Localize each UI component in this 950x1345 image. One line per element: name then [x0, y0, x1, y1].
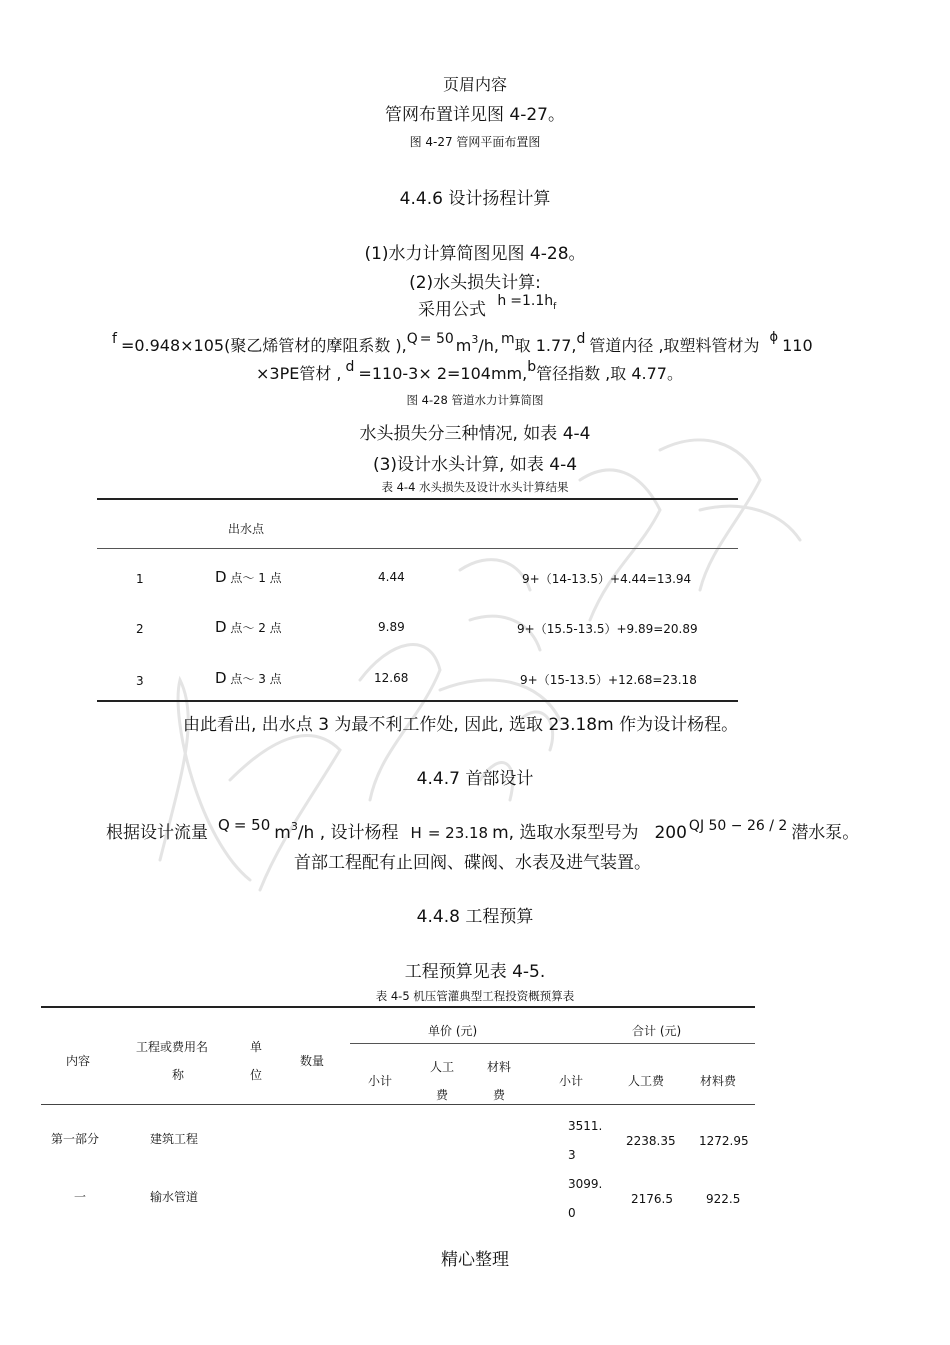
- table-4-4-mid-rule: [97, 548, 738, 549]
- segment-label: 点～ 1 点: [226, 571, 282, 585]
- conclusion-text: 由此看出, 出水点 3 为最不利工作处, 因此, 选取 23.18m 作为设计杨程。: [183, 715, 739, 735]
- head-design-p1: 根据设计流量: [106, 823, 208, 843]
- section-4-4-7-heading: 4.4.7 首部设计: [416, 769, 534, 789]
- segment-label: 点～ 3 点: [226, 672, 282, 686]
- header-material-1: 材料: [487, 1060, 512, 1074]
- header-material-2: 费: [493, 1088, 506, 1102]
- param-Q-unit-sup: 3: [471, 333, 479, 346]
- head-design-line: [106, 818, 859, 843]
- segment-d: D: [215, 618, 227, 636]
- param-Q-unit-tail: /h,: [478, 336, 500, 355]
- formula-prefix: 采用公式: [418, 300, 486, 320]
- intro-line: 管网布置详见图 4-27。: [385, 105, 565, 125]
- budget-line: 工程预算见表 4-5.: [404, 962, 546, 982]
- row-name: 输水管道: [150, 1190, 199, 1204]
- head-design-H: H: [410, 824, 422, 842]
- param-Q-value: = 50: [419, 331, 454, 347]
- table-4-4-header-outlet: 出水点: [228, 522, 265, 536]
- header-material-2-total: 材料费: [700, 1074, 737, 1088]
- header-labor-2-total: 人工费: [628, 1074, 665, 1088]
- header-quantity: 数量: [300, 1054, 325, 1068]
- segment-label: 点～ 2 点: [226, 621, 282, 635]
- design-head-calc: 9+（14-13.5）+4.44=13.94: [522, 572, 692, 586]
- param-f: f: [112, 331, 117, 347]
- param-phi-value: 110: [782, 336, 813, 355]
- head-design-p3: 潜水泵。: [791, 823, 860, 843]
- head-design-unit-sup: 3: [290, 820, 298, 833]
- row-subtotal-2: 3: [568, 1148, 576, 1162]
- head-loss-value: 12.68: [374, 671, 409, 685]
- head-works-text: 首部工程配有止回阀、碟阀、水表及进气装置。: [294, 853, 651, 873]
- row-material: 1272.95: [699, 1134, 749, 1148]
- phi-symbol: ϕ: [769, 330, 779, 345]
- row-content: 一: [74, 1190, 87, 1204]
- params-line-2: [256, 361, 683, 384]
- row-subtotal-1: 3511.: [568, 1119, 603, 1133]
- row-labor: 2176.5: [631, 1192, 673, 1206]
- table-4-4-top-rule: [97, 498, 738, 500]
- param-f-text: =0.948×105(聚乙烯管材的摩阻系数 ),: [120, 336, 407, 355]
- table-4-5-sub-rule: [350, 1043, 755, 1044]
- header-unit-price: 单价 (元): [428, 1024, 478, 1038]
- row-material: 922.5: [706, 1192, 741, 1206]
- formula-sub: f: [553, 302, 557, 312]
- table-4-5-caption: 表 4-5 机压管灌典型工程投资概预算表: [375, 989, 575, 1003]
- head-design-Q-value: = 50: [233, 816, 271, 834]
- formula-line: [418, 295, 556, 320]
- section-4-4-8-heading: 4.4.8 工程预算: [416, 907, 534, 927]
- row-subtotal-2: 0: [568, 1206, 576, 1220]
- param-d2: d: [345, 359, 355, 375]
- row-subtotal-1: 3099.: [568, 1177, 603, 1191]
- param-Q-unit: m: [455, 336, 472, 355]
- segment-d: D: [215, 568, 227, 586]
- header-subtotal: 小计: [368, 1074, 393, 1088]
- section-4-4-6-heading: 4.4.6 设计扬程计算: [399, 189, 551, 209]
- pump-model-number: 200: [654, 823, 687, 843]
- row-name: 建筑工程: [150, 1132, 199, 1146]
- table-4-4-bottom-rule: [97, 700, 738, 702]
- params-line-2-a: ×3PE管材 ,: [256, 364, 342, 383]
- figure-4-27-caption: 图 4-27 管网平面布置图: [409, 135, 541, 149]
- header-name-2: 称: [172, 1068, 185, 1082]
- head-design-H-value: = 23.18: [427, 824, 489, 842]
- header-content: 内容: [66, 1054, 91, 1068]
- head-design-unit: m: [274, 823, 291, 843]
- head-loss-value: 9.89: [378, 620, 405, 634]
- formula-h: h: [497, 293, 507, 309]
- step-1-text: (1)水力计算简图见图 4-28。: [364, 244, 586, 264]
- params-line-2-c: 管径指数 ,取 4.77。: [536, 364, 683, 383]
- design-head-calc: 9+（15-13.5）+12.68=23.18: [520, 673, 697, 687]
- header-subtotal-2: 小计: [559, 1074, 584, 1088]
- param-d: d: [576, 331, 586, 347]
- param-m-text: 取 1.77,: [514, 336, 577, 355]
- step-3-text: (3)设计水头计算, 如表 4-4: [372, 455, 578, 475]
- param-b: b: [527, 359, 537, 375]
- row-labor: 2238.35: [626, 1134, 676, 1148]
- head-loss-value: 4.44: [378, 570, 405, 584]
- head-design-Q: Q: [218, 816, 230, 834]
- row-number: 2: [136, 622, 144, 636]
- segment-d: D: [215, 669, 227, 687]
- header-labor-1: 人工: [430, 1060, 455, 1074]
- param-d-text: 管道内径 ,取塑料管材为: [589, 336, 760, 355]
- params-line-1: [112, 330, 813, 356]
- table-4-4-caption: 表 4-4 水头损失及设计水头计算结果: [381, 480, 569, 494]
- row-number: 1: [136, 572, 144, 586]
- header-unit-2: 位: [250, 1068, 263, 1082]
- table-4-5-top-rule: [41, 1006, 755, 1008]
- header-name-1: 工程或费用名: [136, 1040, 209, 1054]
- table-4-5-header-rule: [41, 1104, 755, 1105]
- header-labor-2: 费: [436, 1088, 449, 1102]
- head-design-unit-tail: /h , 设计杨程: [297, 823, 399, 843]
- design-head-calc: 9+（15.5-13.5）+9.89=20.89: [517, 622, 698, 636]
- step-2-text: (2)水头损失计算:: [409, 273, 541, 293]
- param-m: m: [501, 331, 515, 347]
- head-design-p2: m, 选取水泵型号为: [492, 823, 639, 843]
- header-unit-1: 单: [250, 1040, 263, 1054]
- row-number: 3: [136, 674, 144, 688]
- formula-eq: =1.1h: [510, 293, 554, 309]
- loss-cases-text: 水头损失分三种情况, 如表 4-4: [359, 424, 591, 444]
- params-line-2-b: =110-3× 2=104mm,: [358, 364, 528, 383]
- header-total: 合计 (元): [632, 1024, 682, 1038]
- figure-4-28-caption: 图 4-28 管道水力计算简图: [406, 393, 544, 407]
- row-content: 第一部分: [51, 1132, 100, 1146]
- page-footer: 精心整理: [441, 1250, 509, 1270]
- pump-model: QJ 50 − 26 / 2: [688, 818, 788, 834]
- page-header: 页眉内容: [442, 75, 507, 94]
- param-Q: Q: [406, 331, 418, 347]
